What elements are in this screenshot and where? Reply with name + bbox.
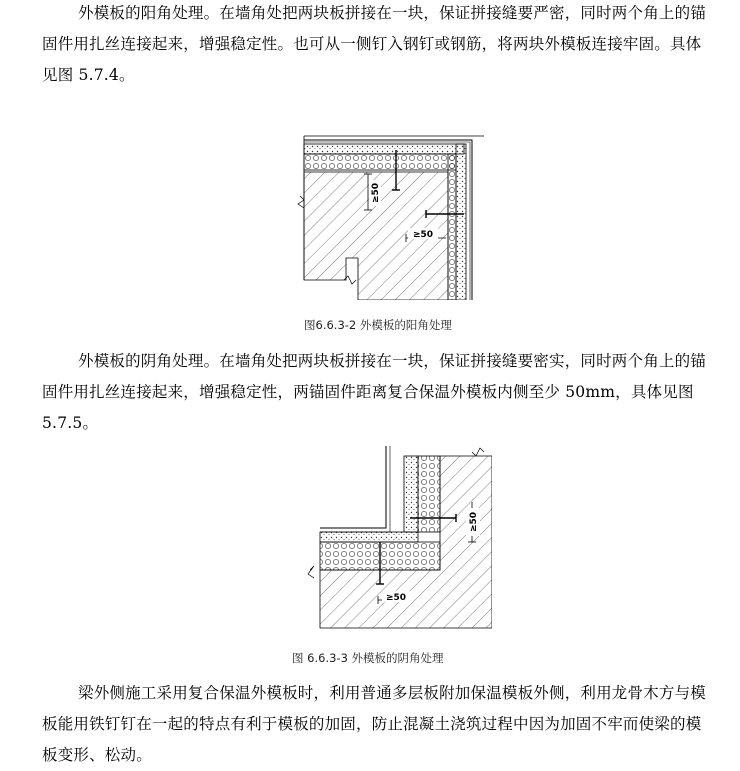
figure-outside-corner-drawing [296, 130, 486, 300]
dimension-label: ≥50 [469, 511, 479, 533]
figure-caption: 图 6.6.3-3 外模板的阴角处理 [292, 651, 444, 665]
paragraph-beam-formwork: 梁外侧施工采用复合保温外模板时，利用普通多层板附加保温模板外侧，利用龙骨木方与模板能用铁钉钉在一起的特点有利于模板的加固，防止混凝土浇筑过程中因为加固不牢而使梁的模板变形、松动。 [42, 684, 707, 764]
figure-inside-corner-drawing [300, 446, 492, 638]
paragraph-inside-corner: 外模板的阴角处理。在墙角处把两块板拼接在一块，保证拼接缝要密实，同时两个角上的锚固件用扎丝连接起来，增强稳定性，两锚固件距离复合保温外模板内侧至少 50mm，具体见图 5.7.5。 [42, 352, 707, 432]
figure-caption: 图6.6.3-2 外模板的阳角处理 [304, 318, 452, 332]
dimension-label: ≥50 [371, 182, 381, 204]
paragraph-outside-corner: 外模板的阳角处理。在墙角处把两块板拼接在一块，保证拼接缝要严密，同时两个角上的锚固件用扎丝连接起来，增强稳定性。也可从一侧钉入钢钉或钢筋，将两块外模板连接牢固。具体见图 5.7.4。 [42, 4, 707, 84]
dimension-label: ≥50 [385, 593, 407, 603]
dimension-label: ≥50 [412, 230, 434, 240]
